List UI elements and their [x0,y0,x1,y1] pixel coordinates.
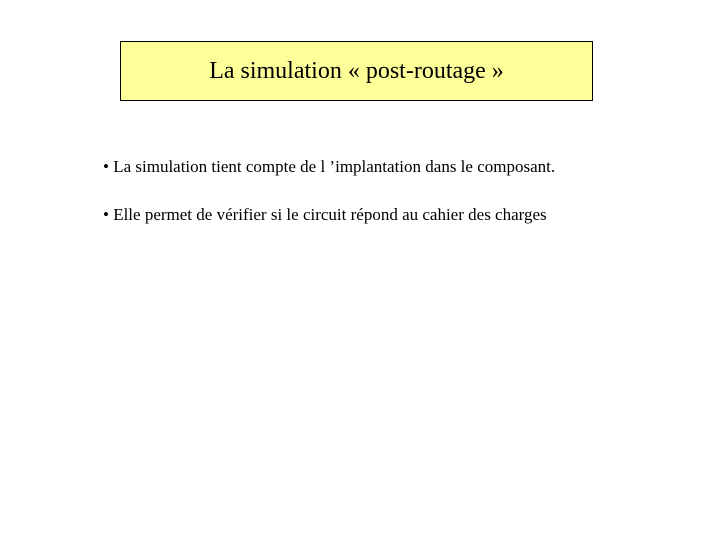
bullet-item-1: • La simulation tient compte de l ’implantation dans le composant. [103,157,556,176]
slide-title: La simulation « post-routage » [209,58,504,84]
title-box [120,41,593,101]
bullet-item-2: • Elle permet de vérifier si le circuit répond au cahier des charges [103,205,547,224]
bullet-list [103,155,573,227]
